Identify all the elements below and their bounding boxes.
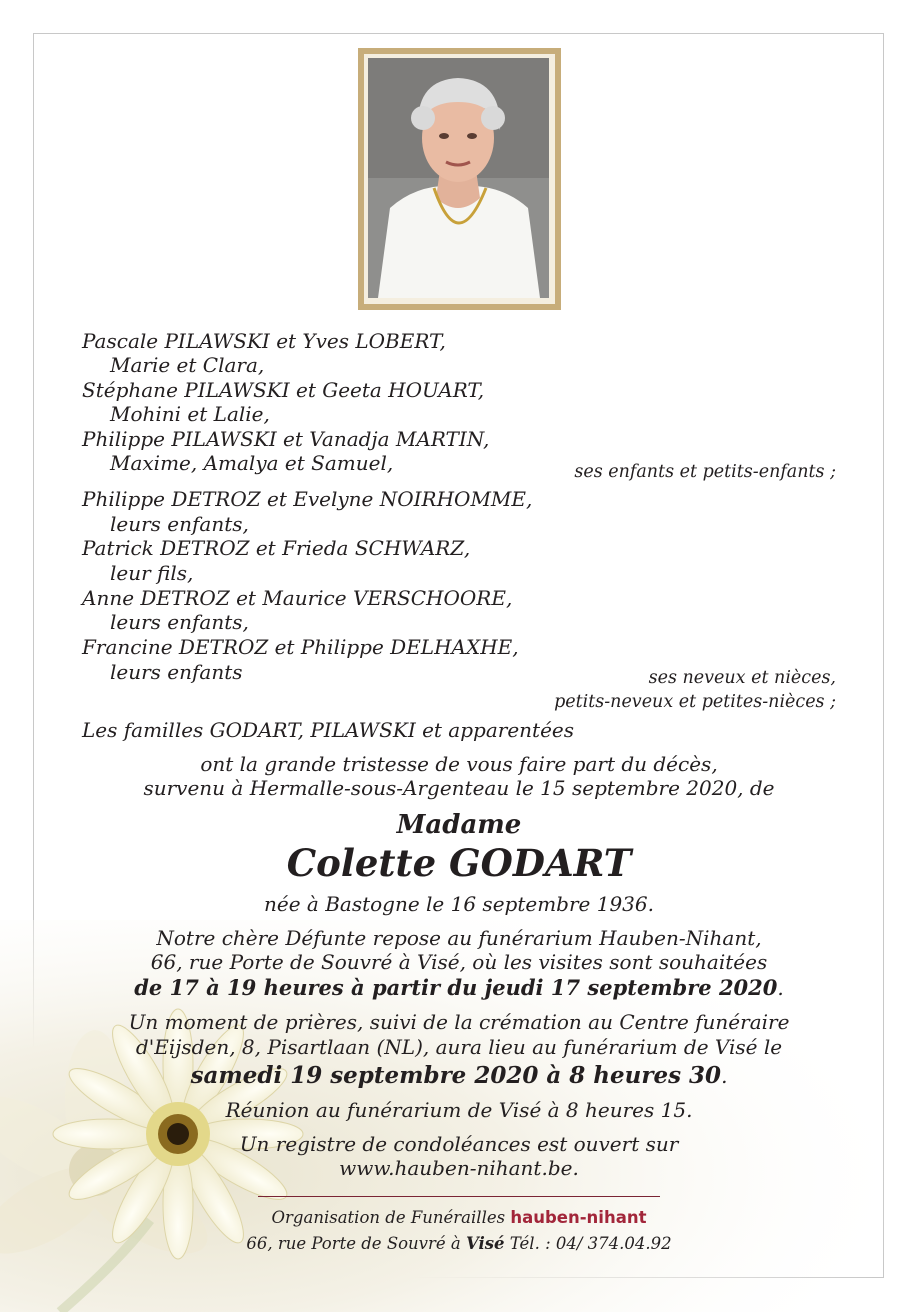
visitation-hours-end: . <box>777 976 784 1000</box>
relation-grandnephews: petits-neveux et petites-nièces ; <box>554 692 836 712</box>
footer-address-pre: 66, rue Porte de Souvré à <box>246 1234 466 1253</box>
visitation-hours-text: de 17 à 19 heures à partir du jeudi 17 septembre 2020 <box>134 975 778 1000</box>
family-line: Pascale PILAWSKI et Yves LOBERT, <box>82 329 446 353</box>
announcement-line: survenu à Hermalle-sous-Argenteau le 15 septembre 2020, de <box>143 776 775 800</box>
deceased-name: Colette GODART <box>286 841 632 885</box>
family-line: Patrick DETROZ et Frieda SCHWARZ, <box>82 536 471 560</box>
visitation-line: 66, rue Porte de Souvré à Visé, où les visites sont souhaitées <box>150 950 768 974</box>
families-line: Les familles GODART, PILAWSKI et apparentées <box>82 718 575 742</box>
visitation-line: Notre chère Défunte repose au funérarium Hauben-Nihant, <box>156 926 762 950</box>
footer-org-label: Organisation de Funérailles <box>271 1208 506 1227</box>
footer-org <box>0 1206 918 1230</box>
portrait-frame <box>358 48 561 310</box>
ceremony-line: Un moment de prières, suivi de la crémation au Centre funéraire <box>128 1010 790 1034</box>
footer-phone: Tél. : 04/ 374.04.92 <box>504 1234 672 1253</box>
ceremony-date-text: samedi 19 septembre 2020 à 8 heures 30 <box>190 1062 722 1089</box>
family-line: Maxime, Amalya et Samuel, <box>110 451 394 475</box>
ceremony-date-end: . <box>721 1064 728 1088</box>
footer-city: Visé <box>465 1234 505 1253</box>
family-line: Anne DETROZ et Maurice VERSCHOORE, <box>82 586 513 610</box>
ceremony-line: d'Eijsden, 8, Pisartlaan (NL), aura lieu au funérarium de Visé le <box>135 1035 783 1059</box>
family-line: Marie et Clara, <box>110 353 265 377</box>
relation-nephews: ses neveux et nièces, <box>648 668 836 688</box>
family-line: Philippe DETROZ et Evelyne NOIRHOMME, <box>82 487 533 511</box>
portrait-photo-icon <box>368 58 549 298</box>
family-line: Philippe PILAWSKI et Vanadja MARTIN, <box>82 427 490 451</box>
deceased-title: Madame <box>396 810 522 840</box>
family-line: leur fils, <box>110 561 194 585</box>
ceremony-date <box>0 1064 918 1088</box>
gathering-line: Réunion au funérarium de Visé à 8 heures 15. <box>225 1098 693 1122</box>
register-line: Un registre de condoléances est ouvert sur <box>239 1132 679 1156</box>
visitation-hours <box>0 976 918 1000</box>
family-line: Stéphane PILAWSKI et Geeta HOUART, <box>82 378 485 402</box>
family-line: leurs enfants, <box>110 610 249 634</box>
family-line: leurs enfants, <box>110 512 249 536</box>
announcement-line: ont la grande tristesse de vous faire part du décès, <box>200 752 718 776</box>
footer-address <box>0 1232 918 1256</box>
register-url[interactable]: www.hauben-nihant.be. <box>339 1156 579 1180</box>
brand-logo: hauben-nihant <box>510 1208 647 1227</box>
family-line: Francine DETROZ et Philippe DELHAXHE, <box>82 635 519 659</box>
family-line: Mohini et Lalie, <box>110 402 270 426</box>
footer-divider <box>258 1196 660 1197</box>
family-line: leurs enfants <box>110 660 243 684</box>
birth-line: née à Bastogne le 16 septembre 1936. <box>264 892 654 916</box>
relation-children: ses enfants et petits-enfants ; <box>574 462 836 482</box>
